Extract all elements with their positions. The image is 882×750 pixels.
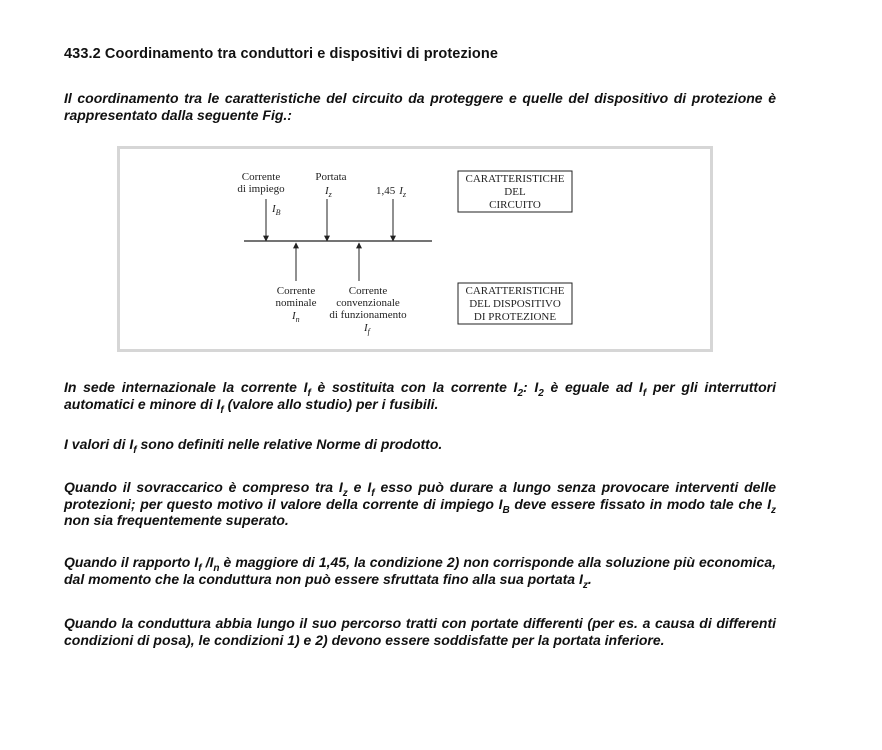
label-i-f: $I_f$	[364, 322, 370, 336]
paragraph-subscript: f	[642, 387, 647, 399]
label-corrente-nominale-1: Corrente	[276, 285, 316, 297]
label-corrente-impiego-1: Corrente	[241, 171, 281, 183]
section-heading: 433.2 Coordinamento tra conduttori e dispositivi di protezione	[64, 46, 498, 62]
paragraph-text: è eguale ad I	[543, 379, 643, 395]
paragraph-text: è sostituita con la corrente I	[310, 379, 518, 395]
box-circuito-line-3: CIRCUITO	[489, 199, 541, 211]
paragraph-text: e I	[347, 479, 372, 495]
paragraph-text: (valore allo studio) per i fusibili.	[223, 395, 439, 412]
paragraph-subscript: z	[342, 487, 348, 499]
label-corrente-convenzionale-1: Corrente	[348, 285, 388, 297]
paragraph-text: è maggiore di 1,45, la condizione 2) non corrisponde alla soluzione più economica, dal momento che la conduttura non può essere sfruttata fino alla sua portata I	[64, 554, 776, 587]
paragraph-subscript: f	[220, 404, 224, 416]
paragraph-subscript: f	[198, 562, 202, 574]
paragraph-text: I valori di I	[64, 436, 134, 452]
box-dispositivo-line-1: CARATTERISTICHE	[465, 285, 565, 297]
coordination-figure	[117, 146, 713, 352]
paragraph-text: non sia frequentemente superato.	[64, 512, 289, 528]
paragraph-text: deve essere fissato in modo tale che I	[509, 495, 771, 512]
paragraph-subscript: 2	[517, 387, 523, 399]
label-corrente-convenzionale-3: di funzionamento	[329, 309, 407, 321]
paragraph-text: per gli interruttori automatici e minore di I	[64, 379, 776, 412]
label-1-45-iz: 1,45 $I_z$	[376, 185, 407, 199]
label-i-n: $I_n$	[292, 310, 300, 324]
body-paragraph	[64, 554, 776, 591]
box-circuito-line-2: DEL	[504, 186, 526, 198]
paragraph-text: : I	[523, 379, 539, 395]
label-i-b: $I_B$	[272, 203, 281, 217]
paragraph-text: sono definiti nelle relative Norme di prodotto.	[136, 436, 443, 452]
label-portata: Portata	[315, 171, 347, 183]
box-circuito-line-1: CARATTERISTICHE	[465, 173, 565, 185]
paragraph-text: Quando il rapporto I	[64, 554, 199, 570]
coordination-diagram	[120, 149, 710, 349]
paragraph-subscript: z	[771, 504, 776, 516]
body-paragraph	[64, 436, 776, 456]
paragraph-text: /I	[201, 554, 214, 570]
label-i-z: $I_z$	[325, 185, 332, 199]
intro-paragraph: Il coordinamento tra le caratteristiche del circuito da proteggere e quelle del dispositivo di protezione è rappresentato dalla seguente Fig.:	[64, 90, 776, 123]
paragraph-subscript: f	[307, 387, 311, 399]
paragraph-text: .	[587, 570, 592, 587]
paragraph-text: esso può durare a lungo senza provocare interventi delle protezioni; per questo motivo il valore della corrente di impiego I	[64, 479, 776, 512]
body-paragraph	[64, 615, 776, 648]
paragraph-subscript: f	[371, 487, 375, 499]
paragraph-subscript: 2	[538, 387, 544, 399]
body-paragraph	[64, 479, 776, 529]
paragraph-text: In sede internazionale la corrente I	[64, 379, 308, 395]
paragraph-subscript: n	[213, 562, 220, 574]
paragraph-text: Quando il sovraccarico è compreso tra I	[64, 479, 343, 495]
label-corrente-impiego-2: di impiego	[237, 183, 285, 195]
label-corrente-nominale-2: nominale	[275, 297, 317, 309]
paragraph-subscript: z	[582, 579, 588, 591]
box-dispositivo-line-3: DI PROTEZIONE	[473, 311, 557, 323]
paragraph-subscript: f	[133, 444, 137, 456]
label-corrente-convenzionale-2: convenzionale	[336, 297, 400, 309]
box-dispositivo-line-2: DEL DISPOSITIVO	[469, 298, 561, 310]
paragraph-text: Quando la conduttura abbia lungo il suo percorso tratti con portate differenti (per es. a causa di differenti condizioni di posa), le condizioni 1) e 2) devono essere soddisfatte per la portata inferiore.	[64, 615, 776, 648]
body-paragraph	[64, 379, 776, 416]
paragraph-subscript: B	[502, 504, 510, 516]
